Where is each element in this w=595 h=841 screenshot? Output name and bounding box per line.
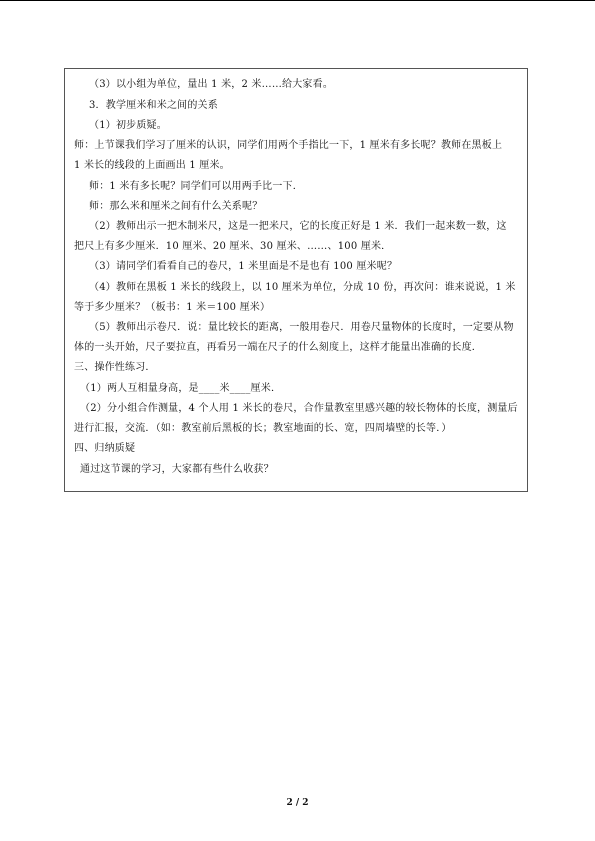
text-line-18: 进行汇报，交流．（如：教室前后黑板的长；教室地面的长、宽，四周墙壁的长等．） (74, 423, 452, 434)
text-line-6: 师：1 米有多长呢？同学们可以用两手比一下． (89, 181, 303, 192)
text-line-7: 师：那么米和厘米之间有什么关系呢？ (89, 201, 263, 212)
page-number: 2 / 2 (286, 798, 309, 808)
text-line-14: 体的一头开始，尺子要拉直，再看另一端在尺子的什么刻度上，这样才能量出准确的长度． (74, 342, 482, 353)
text-line-19: 四、归纳质疑 (74, 443, 136, 454)
text-line-11: （4）教师在黑板 1 米长的线段上，以 10 厘米为单位，分成 10 份，再次问：谁来说说，1 米 (89, 282, 516, 293)
text-line-15: 三、操作性练习． (74, 362, 156, 373)
text-line-20: 通过这节课的学习，大家都有些什么收获？ (80, 464, 274, 475)
text-line-10: （3）请同学们看看自己的卷尺，1 米里面是不是也有 100 厘米呢？ (89, 261, 398, 272)
text-line-16: （1）两人互相量身高，是____米____厘米． (80, 383, 282, 394)
text-line-2: 3．教学厘米和米之间的关系 (89, 100, 218, 111)
text-line-13: （5）教师出示卷尺．说：量比较长的距离，一般用卷尺．用卷尺量物体的长度时，一定要从物 (89, 322, 514, 333)
text-line-4: 师：上节课我们学习了厘米的认识，同学们用两个手指比一下，1 厘米有多长呢？教师在黑板上 (74, 140, 503, 151)
text-line-8: （2）教师出示一把木制米尺，这是一把米尺，它的长度正好是 1 米．我们一起来数一数，这 (89, 221, 507, 232)
text-line-9: 把尺上有多少厘米．10 厘米、20 厘米、30 厘米、……、100 厘米． (74, 241, 392, 252)
text-line-3: （1）初步质疑。 (89, 120, 167, 131)
text-line-12: 等于多少厘米？（板书：1 米＝100 厘米） (74, 302, 271, 313)
text-line-17: （2）分小组合作测量，4 个人用 1 米长的卷尺，合作量教室里感兴趣的较长物体的长度，测量后 (80, 403, 518, 414)
text-line-5: 1 米长的线段的上面画出 1 厘米。 (74, 160, 230, 171)
text-line-1: （3）以小组为单位，量出 1 米，2 米……给大家看。 (89, 79, 334, 90)
header-rule (0, 0, 595, 1)
